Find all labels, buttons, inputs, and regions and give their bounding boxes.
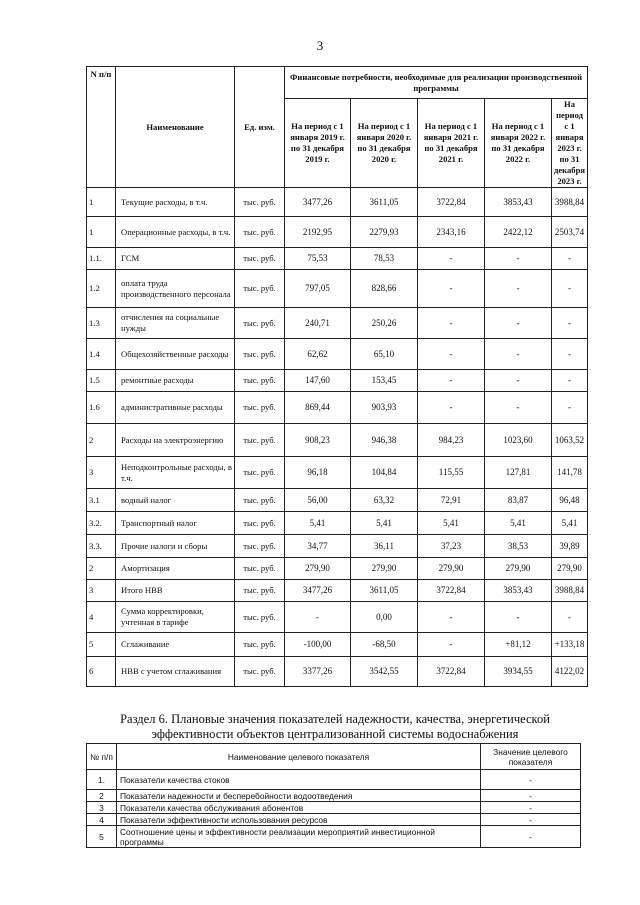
row-unit: тыс. руб. — [235, 535, 285, 558]
row-value: 3542,55 — [351, 657, 418, 687]
row-value: 279,90 — [552, 558, 588, 580]
row-name: Расходы на электроэнергию — [116, 424, 235, 457]
row-value: 127,81 — [485, 457, 552, 489]
row-value: 984,23 — [418, 424, 485, 457]
row-value: - — [485, 339, 552, 370]
row-value: 908,23 — [285, 424, 351, 457]
row-value: 1023,60 — [485, 424, 552, 457]
row-name: Операционные расходы, в т.ч. — [116, 217, 235, 248]
row-value: 3988,84 — [552, 580, 588, 602]
row-value: 3477,26 — [285, 580, 351, 602]
row-value: 2422,12 — [485, 217, 552, 248]
row-value: 4122,02 — [552, 657, 588, 687]
row-value: 3377,26 — [285, 657, 351, 687]
row-value: 65,10 — [351, 339, 418, 370]
row-value: 2192,95 — [285, 217, 351, 248]
row-value: 56,00 — [285, 489, 351, 512]
row-value: 37,23 — [418, 535, 485, 558]
row-value: +133,18 — [552, 633, 588, 657]
indicator-name: Показатели качества стоков — [117, 770, 481, 790]
indicators-table-body — [87, 770, 581, 848]
row-name: оплата труда производственного персонала — [116, 270, 235, 308]
row-value: 62,62 — [285, 339, 351, 370]
header-no: N п/п — [87, 67, 116, 188]
row-value: -100,00 — [285, 633, 351, 657]
table-row — [87, 802, 581, 814]
row-number: 1.1. — [87, 248, 116, 270]
row-value: 39,89 — [552, 535, 588, 558]
financial-needs-table — [86, 66, 588, 687]
row-value: 5,41 — [285, 512, 351, 535]
row-value: - — [418, 602, 485, 633]
row-unit: тыс. руб. — [235, 188, 285, 217]
row-value: 946,38 — [351, 424, 418, 457]
table-row — [87, 535, 588, 558]
indicator-value: - — [481, 770, 581, 790]
row-name: ремонтные расходы — [116, 370, 235, 392]
row-name: ГСМ — [116, 248, 235, 270]
row-value: 3988,84 — [552, 188, 588, 217]
row-unit: тыс. руб. — [235, 457, 285, 489]
row-value: 96,18 — [285, 457, 351, 489]
indicator-number: 3 — [87, 802, 117, 814]
ind-header-value: Значение целевого показателя — [481, 744, 581, 770]
row-value: - — [485, 308, 552, 339]
row-value: 104,84 — [351, 457, 418, 489]
row-name: Итого НВВ — [116, 580, 235, 602]
row-value: 3477,26 — [285, 188, 351, 217]
row-name: НВВ с учетом сглаживания — [116, 657, 235, 687]
row-value: 38,53 — [485, 535, 552, 558]
row-value: - — [552, 308, 588, 339]
row-value: - — [552, 339, 588, 370]
indicator-value: - — [481, 802, 581, 814]
row-value: - — [552, 602, 588, 633]
row-number: 3.3. — [87, 535, 116, 558]
row-value: - — [552, 248, 588, 270]
row-value: - — [418, 392, 485, 424]
row-number: 3.1 — [87, 489, 116, 512]
row-name: Общехозяйственные расходы — [116, 339, 235, 370]
row-value: 63,32 — [351, 489, 418, 512]
row-name: административные расходы — [116, 392, 235, 424]
indicator-number: 1. — [87, 770, 117, 790]
indicators-table — [86, 743, 581, 848]
header-group: Финансовые потребности, необходимые для реализации производственной программы — [285, 67, 588, 99]
row-value: 797,05 — [285, 270, 351, 308]
row-value: 903,93 — [351, 392, 418, 424]
row-unit: тыс. руб. — [235, 217, 285, 248]
row-unit: тыс. руб. — [235, 580, 285, 602]
row-number: 6 — [87, 657, 116, 687]
row-value: - — [552, 392, 588, 424]
row-number: 1.4 — [87, 339, 116, 370]
row-number: 3 — [87, 457, 116, 489]
row-number: 3.2. — [87, 512, 116, 535]
indicator-value: - — [481, 826, 581, 848]
row-value: 147,60 — [285, 370, 351, 392]
row-value: 3611,05 — [351, 580, 418, 602]
row-value: - — [552, 270, 588, 308]
row-unit: тыс. руб. — [235, 512, 285, 535]
row-value: 115,55 — [418, 457, 485, 489]
row-value: - — [485, 270, 552, 308]
row-value: 1063,52 — [552, 424, 588, 457]
row-value: +81,12 — [485, 633, 552, 657]
indicator-value: - — [481, 814, 581, 826]
row-name: Сумма корректировки, учтенная в тарифе — [116, 602, 235, 633]
indicator-number: 4 — [87, 814, 117, 826]
row-value: 5,41 — [418, 512, 485, 535]
row-value: 869,44 — [285, 392, 351, 424]
row-name: Сглаживание — [116, 633, 235, 657]
row-value: 141,78 — [552, 457, 588, 489]
row-value: 3722,84 — [418, 657, 485, 687]
header-period: На период с 1 января 2023 г. по 31 декабря 2023 г. — [552, 99, 588, 188]
row-unit: тыс. руб. — [235, 370, 285, 392]
header-period: На период с 1 января 2022 г. по 31 декабря 2022 г. — [485, 99, 552, 188]
row-value: 279,90 — [351, 558, 418, 580]
row-name: отчисления на социальные нужды — [116, 308, 235, 339]
page-number: 3 — [316, 38, 324, 53]
row-value: 78,53 — [351, 248, 418, 270]
row-unit: тыс. руб. — [235, 308, 285, 339]
row-unit: тыс. руб. — [235, 392, 285, 424]
row-value: 75,53 — [285, 248, 351, 270]
row-value: - — [285, 602, 351, 633]
row-value: - — [418, 308, 485, 339]
row-value: 3722,84 — [418, 580, 485, 602]
row-value: 3611,05 — [351, 188, 418, 217]
table-row — [87, 633, 588, 657]
row-number: 1.2 — [87, 270, 116, 308]
row-value: -68,50 — [351, 633, 418, 657]
row-name: Транспортный налог — [116, 512, 235, 535]
row-value: 3934,55 — [485, 657, 552, 687]
row-value: - — [485, 370, 552, 392]
row-value: - — [552, 370, 588, 392]
indicator-name: Показатели надежности и бесперебойности водоотведения — [117, 790, 481, 802]
table-row — [87, 558, 588, 580]
indicator-name: Показатели качества обслуживания абонентов — [117, 802, 481, 814]
table-row — [87, 308, 588, 339]
table-row — [87, 370, 588, 392]
row-value: 279,90 — [485, 558, 552, 580]
row-value: 2503,74 — [552, 217, 588, 248]
table-row — [87, 814, 581, 826]
table-row — [87, 188, 588, 217]
row-value: 0,00 — [351, 602, 418, 633]
header-period: На период с 1 января 2021 г. по 31 декабря 2021 г. — [418, 99, 485, 188]
row-unit: тыс. руб. — [235, 657, 285, 687]
row-unit: тыс. руб. — [235, 270, 285, 308]
row-value: 2279,93 — [351, 217, 418, 248]
row-name: Текущие расходы, в т.ч. — [116, 188, 235, 217]
row-value: 153,45 — [351, 370, 418, 392]
row-value: 250,26 — [351, 308, 418, 339]
row-number: 1 — [87, 188, 116, 217]
row-value: - — [485, 248, 552, 270]
row-unit: тыс. руб. — [235, 339, 285, 370]
row-value: 3853,43 — [485, 188, 552, 217]
row-value: 3853,43 — [485, 580, 552, 602]
row-number: 1 — [87, 217, 116, 248]
header-period: На период с 1 января 2020 г. по 31 декабря 2020 г. — [351, 99, 418, 188]
row-value: - — [418, 633, 485, 657]
row-name: Неподконтрольные расходы, в т.ч. — [116, 457, 235, 489]
row-number: 1.3 — [87, 308, 116, 339]
ind-header-name: Наименование целевого показателя — [117, 744, 481, 770]
table-row — [87, 248, 588, 270]
table-row — [87, 512, 588, 535]
ind-header-no: № п/п — [87, 744, 117, 770]
row-value: 279,90 — [418, 558, 485, 580]
row-unit: тыс. руб. — [235, 558, 285, 580]
row-number: 4 — [87, 602, 116, 633]
row-value: 240,71 — [285, 308, 351, 339]
table-row — [87, 826, 581, 848]
table-row — [87, 580, 588, 602]
financial-table-body — [87, 188, 588, 687]
row-value: 2343,16 — [418, 217, 485, 248]
header-unit: Ед. изм. — [235, 67, 285, 188]
section-title: Раздел 6. Плановые значения показателей надежности, качества, энергетической эффективности объектов централизованной системы водоснабжения — [120, 712, 550, 741]
table-row — [87, 339, 588, 370]
row-number: 1.5 — [87, 370, 116, 392]
row-value: - — [485, 392, 552, 424]
row-unit: тыс. руб. — [235, 248, 285, 270]
row-number: 1.6 — [87, 392, 116, 424]
row-value: 828,66 — [351, 270, 418, 308]
table-row — [87, 602, 588, 633]
header-name: Наименование — [116, 67, 235, 188]
row-value: 72,91 — [418, 489, 485, 512]
row-number: 3 — [87, 580, 116, 602]
table-row — [87, 489, 588, 512]
row-name: водный налог — [116, 489, 235, 512]
table-row — [87, 770, 581, 790]
row-value: 34,77 — [285, 535, 351, 558]
indicator-name: Показатели эффективности использования ресурсов — [117, 814, 481, 826]
table-row — [87, 392, 588, 424]
indicator-value: - — [481, 790, 581, 802]
row-value: 3722,84 — [418, 188, 485, 217]
row-number: 2 — [87, 424, 116, 457]
row-value: - — [418, 339, 485, 370]
table-row — [87, 657, 588, 687]
row-unit: тыс. руб. — [235, 489, 285, 512]
row-value: 5,41 — [351, 512, 418, 535]
row-value: 96,48 — [552, 489, 588, 512]
row-value: 279,90 — [285, 558, 351, 580]
row-value: - — [418, 370, 485, 392]
row-number: 2 — [87, 558, 116, 580]
row-value: - — [418, 270, 485, 308]
header-period: На период с 1 января 2019 г. по 31 декабря 2019 г. — [285, 99, 351, 188]
table-row — [87, 424, 588, 457]
row-value: 5,41 — [485, 512, 552, 535]
row-value: 36,11 — [351, 535, 418, 558]
row-name: Прочие налоги и сборы — [116, 535, 235, 558]
table-row — [87, 457, 588, 489]
row-number: 5 — [87, 633, 116, 657]
row-value: - — [485, 602, 552, 633]
indicator-name: Соотношение цены и эффективности реализации мероприятий инвестиционной программы — [117, 826, 481, 848]
table-row — [87, 217, 588, 248]
indicator-number: 2 — [87, 790, 117, 802]
row-name: Амортизация — [116, 558, 235, 580]
row-value: 5,41 — [552, 512, 588, 535]
table-row — [87, 270, 588, 308]
row-unit: тыс. руб. — [235, 602, 285, 633]
row-unit: тыс. руб. — [235, 424, 285, 457]
table-row — [87, 790, 581, 802]
indicator-number: 5 — [87, 826, 117, 848]
row-value: - — [418, 248, 485, 270]
row-value: 83,87 — [485, 489, 552, 512]
row-unit: тыс. руб. — [235, 633, 285, 657]
